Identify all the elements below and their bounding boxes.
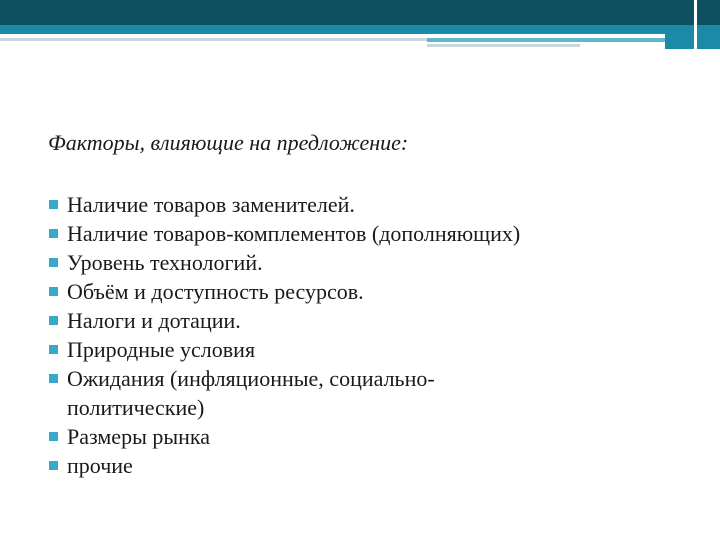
list-item — [48, 422, 688, 451]
square-bullet-icon — [49, 258, 58, 267]
list-item-text: Размеры рынка — [67, 424, 211, 449]
header-teal-bar — [0, 25, 720, 34]
header-corner-dark — [665, 0, 720, 25]
list-item-text: прочие — [67, 453, 133, 478]
square-bullet-icon — [49, 287, 58, 296]
header-accent-line — [427, 38, 665, 42]
header-corner-divider — [694, 0, 697, 49]
square-bullet-icon — [49, 345, 58, 354]
list-item — [48, 364, 547, 422]
square-bullet-icon — [49, 200, 58, 209]
square-bullet-icon — [49, 316, 58, 325]
list-item — [48, 306, 688, 335]
list-item-text: Природные условия — [67, 337, 256, 362]
list-item-text: Ожидания (инфляционные, социально-политические) — [67, 366, 435, 420]
list-item — [48, 219, 688, 248]
list-item — [48, 248, 688, 277]
header-dark-bar — [0, 0, 720, 25]
slide-title: Факторы, влияющие на предложение: — [48, 130, 409, 155]
list-item-text: Наличие товаров заменителей. — [67, 192, 355, 217]
list-item — [48, 190, 688, 219]
factors-list — [48, 190, 688, 480]
list-item — [48, 451, 688, 480]
list-item — [48, 335, 688, 364]
list-item-text: Наличие товаров-комплементов (дополняющих) — [67, 221, 521, 246]
list-item-text: Налоги и дотации. — [67, 308, 241, 333]
list-item-text: Объём и доступность ресурсов. — [67, 279, 364, 304]
square-bullet-icon — [49, 229, 58, 238]
square-bullet-icon — [49, 374, 58, 383]
header-accent-line-secondary — [427, 44, 580, 47]
square-bullet-icon — [49, 432, 58, 441]
list-item — [48, 277, 688, 306]
square-bullet-icon — [49, 461, 58, 470]
list-item-text: Уровень технологий. — [67, 250, 263, 275]
